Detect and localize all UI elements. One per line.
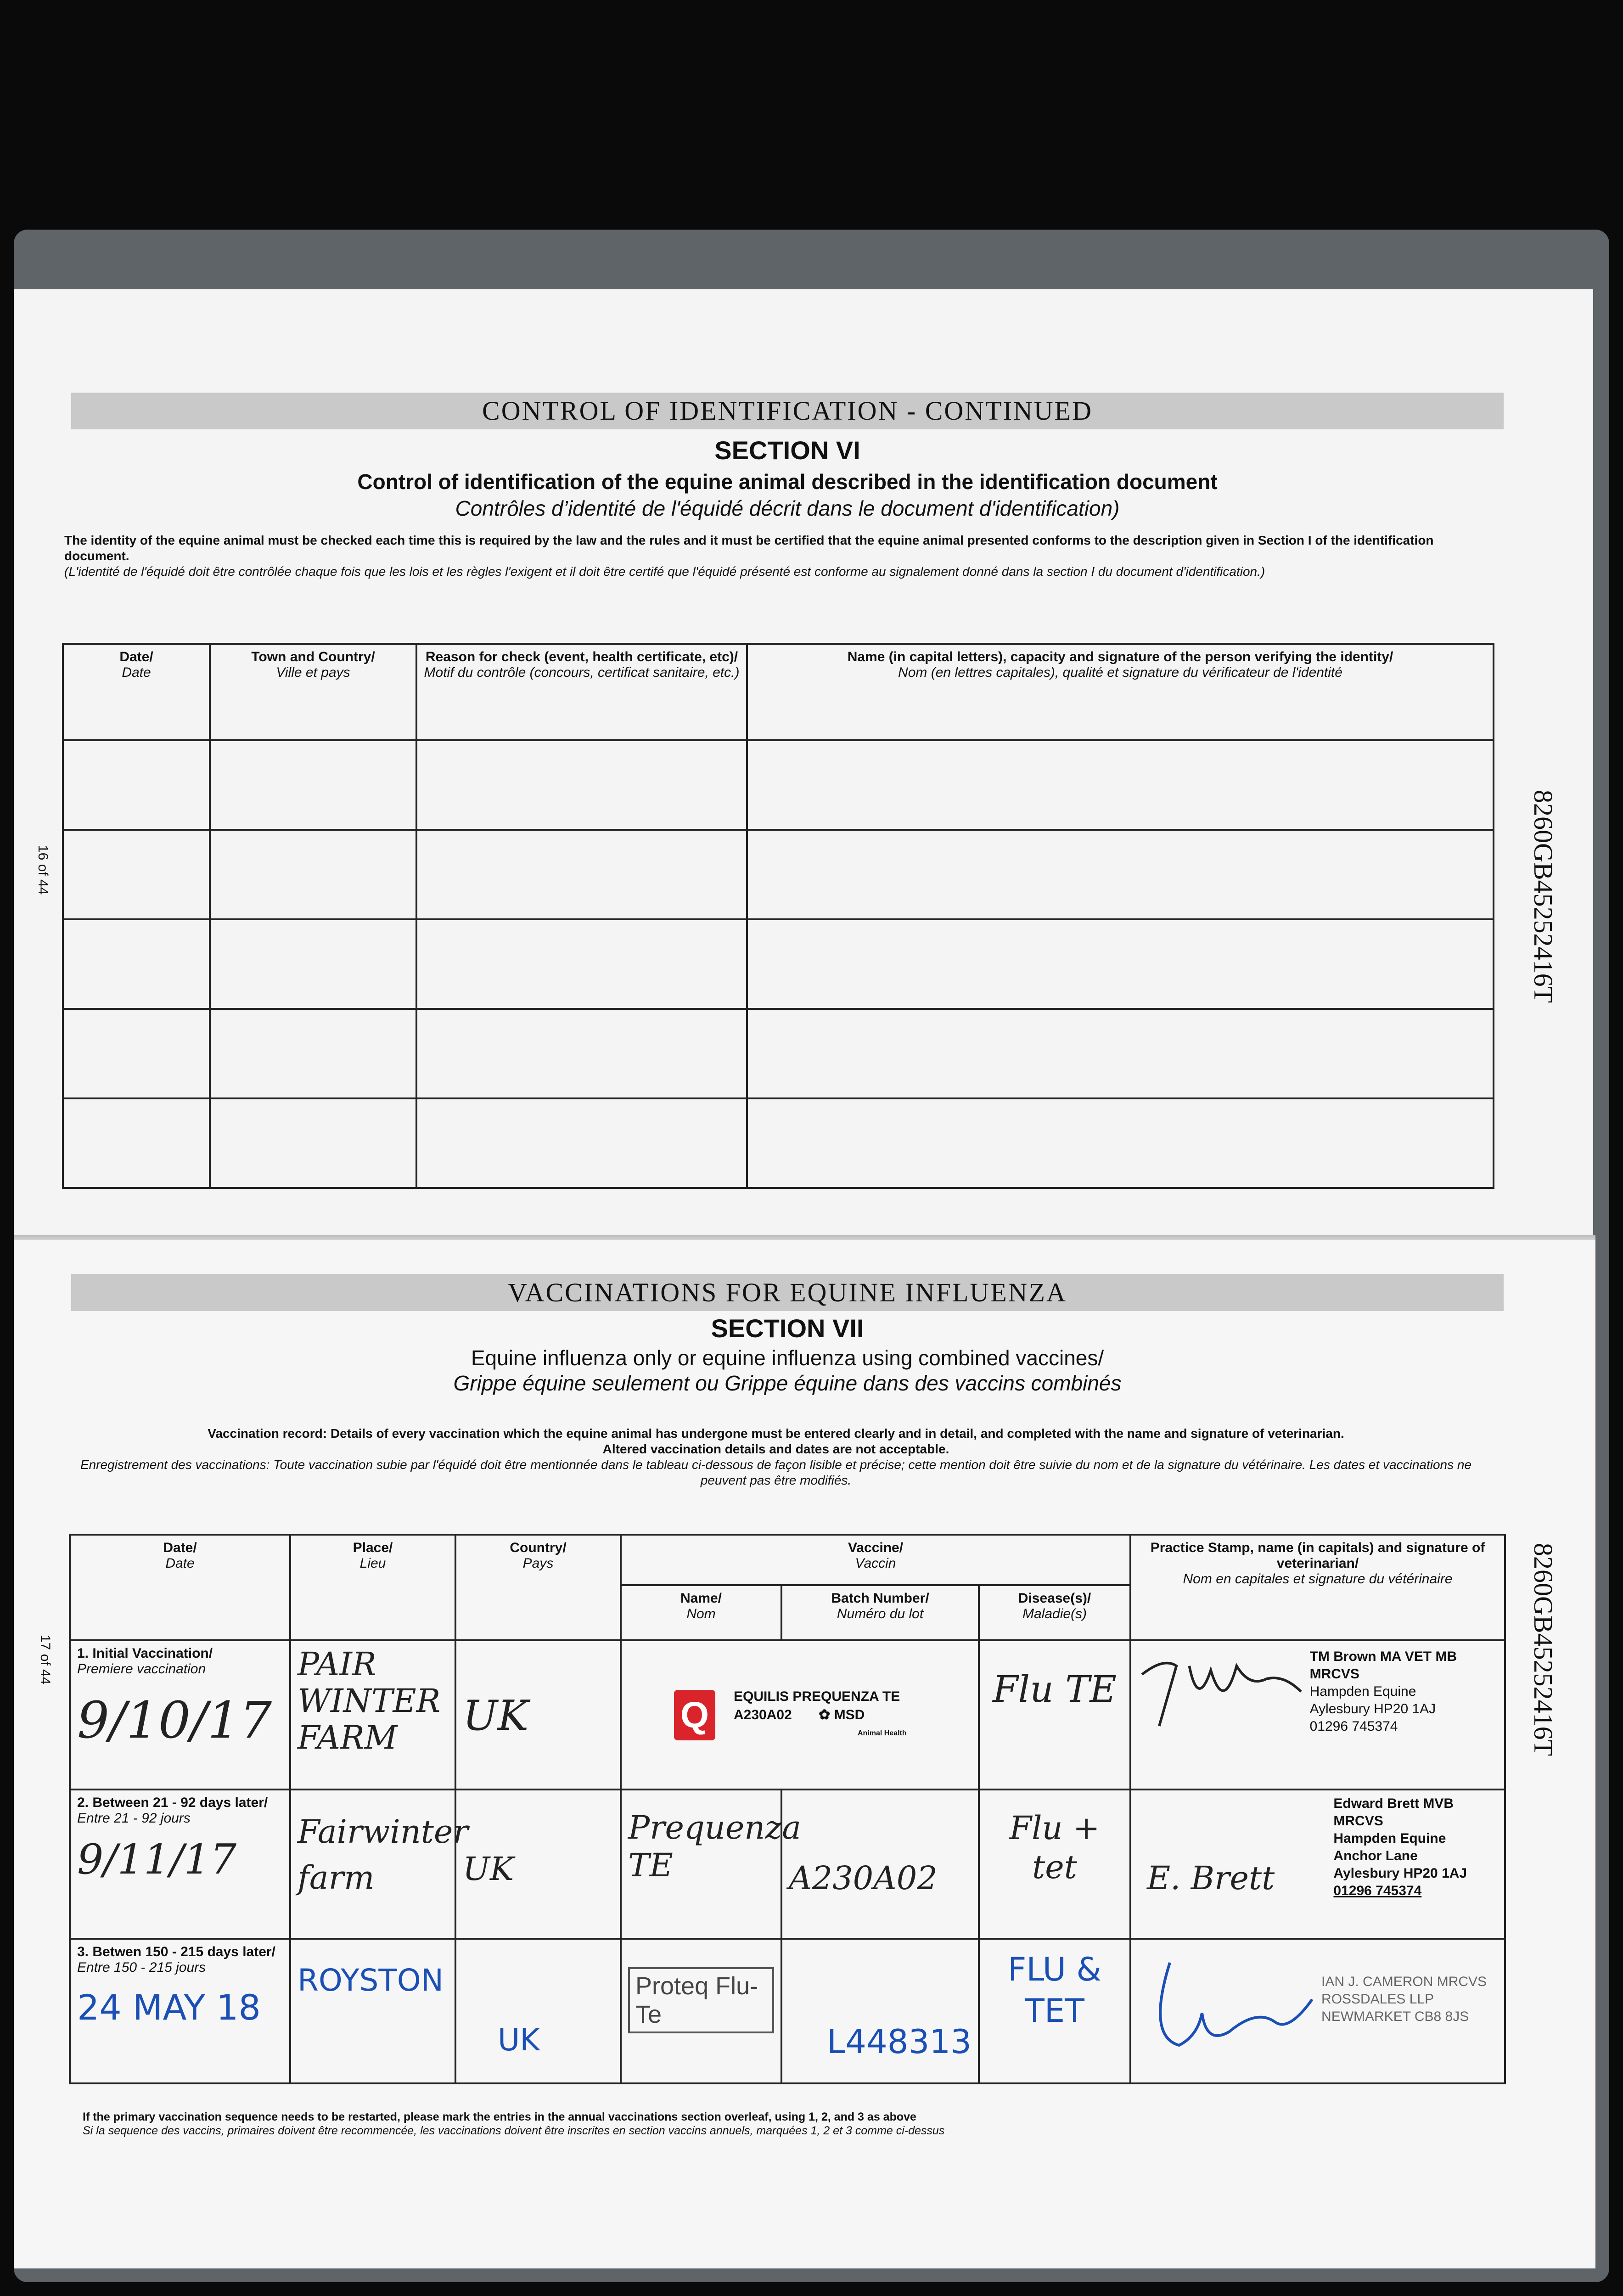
col-reason: Reason for check (event, health certificate, etc)/ Motif du contrôle (concours, certificat sanitaire, etc.)	[416, 644, 747, 740]
row-label-fr: Entre 150 - 215 jours	[77, 1960, 206, 1975]
handwritten-country: UK	[455, 1640, 621, 1790]
handwritten-country: UK	[455, 1939, 621, 2083]
col-practice: Practice Stamp, name (in capitals) and signature of veterinarian/ Nom en capitales et signature du vétérinaire	[1130, 1535, 1505, 1640]
section-heading: Equine influenza only or equine influenza using combined vaccines/	[471, 1346, 1104, 1370]
table-row	[63, 740, 1494, 830]
col-verifier: Name (in capital letters), capacity and signature of the person verifying the identity/ Nom (en lettres capitales), qualité et signature du vérificateur de l'identité	[747, 644, 1494, 740]
section-title: SECTION VII	[711, 1314, 864, 1343]
table-row	[70, 1790, 1505, 1939]
handwritten-disease: FLU & TET	[979, 1939, 1130, 2083]
row-label-fr: Entre 21 - 92 jours	[77, 1811, 191, 1826]
sticker-maker-sub: Animal Health	[858, 1729, 907, 1737]
table-row	[70, 1939, 1505, 2083]
passport-id: 8260GB45252416T	[1528, 790, 1558, 1003]
intro-en-2: Altered vaccination details and dates are not acceptable.	[602, 1442, 949, 1456]
handwritten-disease: Flu TE	[979, 1640, 1130, 1790]
handwritten-place: PAIR WINTER FARM	[290, 1640, 455, 1790]
row-label-fr: Premiere vaccination	[77, 1661, 206, 1677]
handwritten-place: Fairwinter farm	[290, 1790, 455, 1939]
col-vaccine: Vaccine/ Vaccin	[621, 1535, 1130, 1585]
row-date-cell	[70, 1939, 290, 2083]
intro-fr: (L'identité de l'équidé doit être contrôlée chaque fois que les lois et les règles l'exigent et il doit être certifé que l'équidé présenté est conforme au signalement donné dans la section I du document d'identification.)	[64, 564, 1265, 579]
vet-signature: E. Brett	[1147, 1859, 1275, 1897]
handwritten-date: 9/11/17	[77, 1835, 236, 1884]
sticker-maker: MSD	[834, 1707, 865, 1722]
table-row	[70, 1640, 1505, 1790]
col-date: Date/ Date	[70, 1535, 290, 1640]
vaccination-table	[69, 1534, 1506, 2084]
vet-signature-icon	[1138, 1646, 1310, 1738]
passport-id: 8260GB45252416T	[1528, 1543, 1558, 1756]
col-country: Country/ Pays	[455, 1535, 621, 1640]
practice-stamp-cell	[1130, 1790, 1505, 1939]
practice-stamp-cell	[1130, 1640, 1505, 1790]
row-label: 3. Betwen 150 - 215 days later/	[77, 1944, 275, 1959]
table-row	[63, 830, 1494, 919]
handwritten-vaccine-name: Prequenza TE	[621, 1790, 781, 1939]
handwritten-place: ROYSTON	[290, 1939, 455, 2083]
handwritten-batch: L448313	[781, 1939, 979, 2083]
section-heading: Control of identification of the equine animal described in the identification document	[357, 470, 1218, 494]
intro-fr: Enregistrement des vaccinations: Toute vaccination subie par l'équidé doit être mentionnée dans le tableau ci-dessous de façon lisible et précise; cette mention doit être suivie du nom et de la signature du vétérinaire. Les dates et vaccinations ne peuvent pas être modifiés.	[80, 1458, 1472, 1487]
sticker-batch: A230A02	[734, 1707, 792, 1722]
footnote	[83, 2110, 1506, 2138]
table-row	[63, 1098, 1494, 1188]
page-16	[14, 289, 1593, 1240]
practice-stamp: Edward Brett MVB MRCVS Hampden Equine Anchor Lane Aylesbury HP20 1AJ 01296 745374	[1333, 1796, 1467, 1898]
handwritten-date: 24 MAY 18	[77, 1987, 261, 2028]
col-date: Date/ Date	[63, 644, 210, 740]
vet-signature-icon	[1138, 1944, 1321, 2054]
col-batch: Batch Number/ Numéro du lot	[781, 1585, 979, 1640]
handwritten-date: 9/10/17	[77, 1691, 272, 1750]
page-number: 17 of 44	[38, 1635, 53, 1685]
handwritten-batch: A230A02	[781, 1790, 979, 1939]
row-date-cell	[70, 1790, 290, 1939]
intro-en: The identity of the equine animal must be checked each time this is required by the law and the rules and it must be certified that the equine animal presented conforms to the description given in Section I of the identification document.	[64, 533, 1434, 563]
intro-text	[64, 533, 1488, 580]
page-number: 16 of 44	[35, 845, 51, 895]
section-heading-fr: Grippe équine seulement ou Grippe équine dans des vaccins combinés	[453, 1371, 1122, 1395]
intro-en-1: Vaccination record: Details of every vaccination which the equine animal has undergone must be entered clearly and in detail, and completed with the name and signature of veterinarian.	[208, 1426, 1344, 1441]
section-banner: VACCINATIONS FOR EQUINE INFLUENZA	[71, 1274, 1504, 1311]
vaccine-sticker: Q EQUILIS PREQUENZA TE A230A02 ✿ MSD Animal Health	[621, 1640, 979, 1790]
practice-stamp: TM Brown MA VET MB MRCVS Hampden Equine Aylesbury HP20 1AJ 01296 745374	[1309, 1649, 1457, 1734]
row-date-cell	[70, 1640, 290, 1790]
footnote-en: If the primary vaccination sequence needs to be restarted, please mark the entries in the annual vaccinations section overleaf, using 1, 2, and 3 as above	[83, 2110, 916, 2123]
col-town: Town and Country/ Ville et pays	[210, 644, 416, 740]
vaccine-sticker: Proteq Flu-Te	[628, 1967, 774, 2033]
table-row	[63, 1009, 1494, 1098]
identification-table	[62, 643, 1494, 1189]
col-place: Place/ Lieu	[290, 1535, 455, 1640]
handwritten-country: UK	[455, 1790, 621, 1939]
col-disease: Disease(s)/ Maladie(s)	[979, 1585, 1130, 1640]
row-label: 2. Between 21 - 92 days later/	[77, 1795, 268, 1810]
table-row	[63, 919, 1494, 1009]
page-17	[14, 1240, 1595, 2268]
vaccine-logo-icon: Q	[674, 1690, 715, 1740]
sticker-vaccine-name: EQUILIS PREQUENZA TE	[734, 1688, 900, 1704]
section-title: SECTION VI	[714, 436, 860, 465]
col-vaccine-name: Name/ Nom	[621, 1585, 781, 1640]
handwritten-disease: Flu + tet	[979, 1790, 1130, 1939]
section-banner: CONTROL OF IDENTIFICATION - CONTINUED	[71, 393, 1504, 429]
footnote-fr: Si la sequence des vaccins, primaires doivent être recommencée, les vaccinations doivent être inscrites en section vaccins annuels, marquées 1, 2 et 3 comme ci-dessus	[83, 2124, 945, 2137]
vaccine-name-cell	[621, 1939, 781, 2083]
section-heading-fr: Contrôles d’identité de l'équidé décrit dans le document d'identification)	[455, 496, 1120, 520]
practice-stamp: IAN J. CAMERON MRCVS ROSSDALES LLP NEWMARKET CB8 8JS	[1321, 1974, 1487, 2024]
intro-text	[64, 1426, 1488, 1488]
practice-stamp-cell	[1130, 1939, 1505, 2083]
row-label: 1. Initial Vaccination/	[77, 1646, 213, 1661]
